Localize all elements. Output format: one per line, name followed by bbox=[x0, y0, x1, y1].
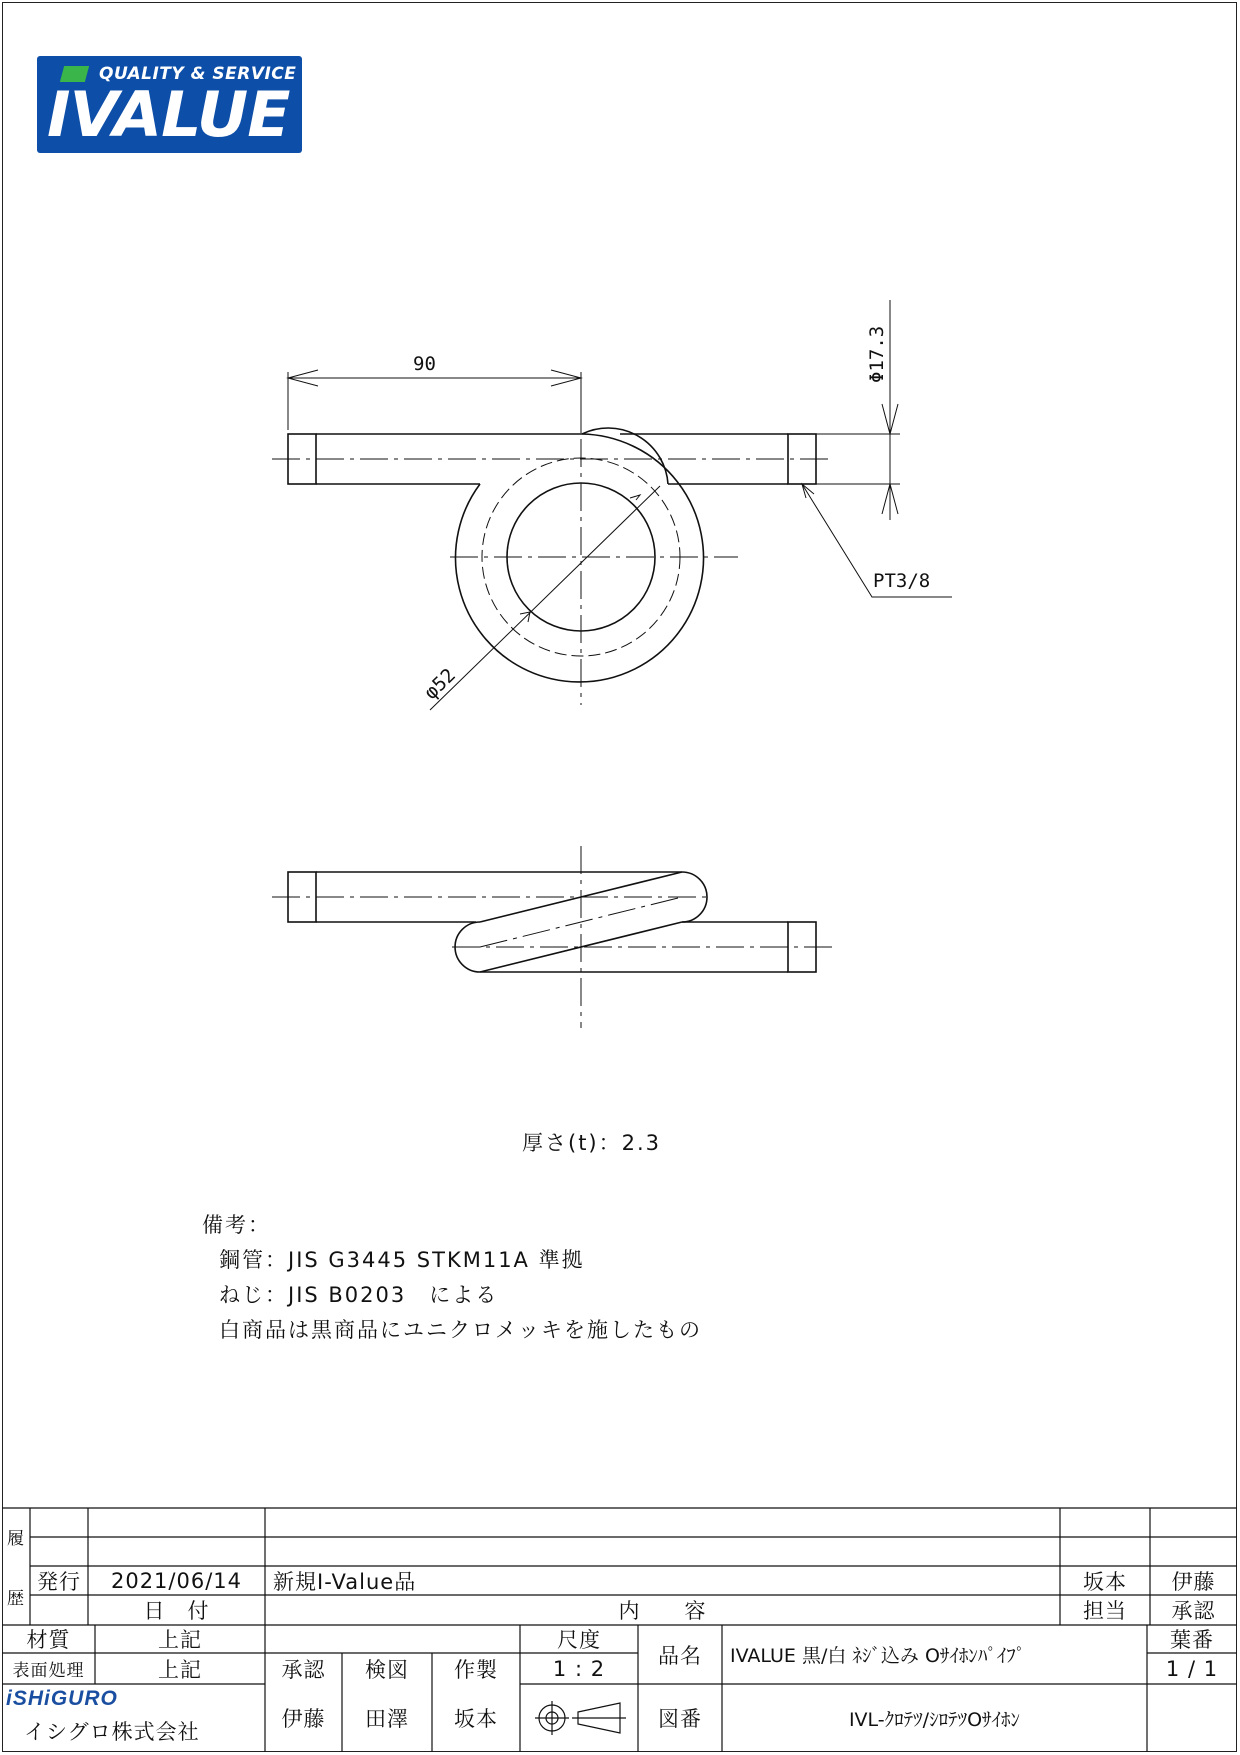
product-name: IVALUE 黒/白 ﾈｼﾞ込み Oｻｲﾎﾝﾊﾟｲﾌﾟ bbox=[730, 1645, 1026, 1667]
remark-line: 鋼管：JIS G3445 STKM11A 準拠 bbox=[219, 1248, 585, 1272]
dim-outer-dia-label: Φ17.3 bbox=[866, 325, 888, 383]
dim-loop-dia-label: φ52 bbox=[420, 664, 460, 704]
scale-label: 尺度 bbox=[557, 1628, 601, 1652]
issue-person: 坂本 bbox=[1083, 1569, 1127, 1594]
ishiguro-logo: iSHiGURO bbox=[6, 1687, 118, 1710]
history-label: 履 bbox=[7, 1528, 25, 1549]
issue-approver: 伊藤 bbox=[1171, 1569, 1216, 1594]
draft-name: 坂本 bbox=[454, 1707, 498, 1731]
remark-line: 白商品は黒商品にユニクロメッキを施したもの bbox=[219, 1318, 702, 1342]
check-name: 田澤 bbox=[365, 1707, 409, 1731]
top-view bbox=[272, 300, 952, 710]
thickness-note: 厚さ(t)：2.3 bbox=[522, 1131, 662, 1155]
logo-brand: IVALUE bbox=[47, 78, 290, 151]
material-value: 上記 bbox=[158, 1628, 202, 1652]
approver-header: 承認 bbox=[1171, 1599, 1216, 1623]
sheet-value: 1 / 1 bbox=[1165, 1656, 1219, 1681]
surface-label: 表面処理 bbox=[12, 1661, 85, 1681]
dim-length-label: 90 bbox=[413, 353, 436, 375]
side-view bbox=[272, 846, 836, 1028]
issue-content: 新規I-Value品 bbox=[273, 1569, 417, 1594]
scale-value: 1 : 2 bbox=[552, 1656, 606, 1681]
surface-value: 上記 bbox=[158, 1657, 202, 1682]
name-label: 品名 bbox=[658, 1643, 702, 1668]
thread-spec-label: PT3/8 bbox=[873, 570, 931, 592]
logo-tagline: QUALITY & SERVICE bbox=[99, 64, 297, 84]
draft-label: 作製 bbox=[454, 1657, 498, 1682]
issue-label: 発行 bbox=[37, 1569, 81, 1594]
remark-line: ねじ：JIS B0203 による bbox=[219, 1283, 499, 1307]
history-label: 歴 bbox=[7, 1588, 25, 1609]
approve-name: 伊藤 bbox=[281, 1707, 326, 1731]
issue-date: 2021/06/14 bbox=[110, 1568, 243, 1593]
date-header: 日 付 bbox=[143, 1599, 210, 1623]
content-header: 内 容 bbox=[618, 1599, 707, 1623]
company-name: イシグロ株式会社 bbox=[24, 1720, 200, 1744]
approve-label: 承認 bbox=[281, 1657, 326, 1682]
remarks-heading: 備考： bbox=[202, 1213, 271, 1237]
drawing-no-value: IVL-ｸﾛﾃﾂ/ｼﾛﾃﾂOｻｲﾎﾝ bbox=[848, 1708, 1021, 1731]
person-header: 担当 bbox=[1083, 1599, 1127, 1623]
remarks bbox=[202, 1208, 702, 1348]
drawing-no-label: 図番 bbox=[658, 1707, 702, 1731]
check-label: 検図 bbox=[365, 1657, 409, 1682]
title-block bbox=[2, 1508, 1237, 1752]
sheet-label: 葉番 bbox=[1170, 1628, 1214, 1652]
material-label: 材質 bbox=[26, 1628, 71, 1652]
